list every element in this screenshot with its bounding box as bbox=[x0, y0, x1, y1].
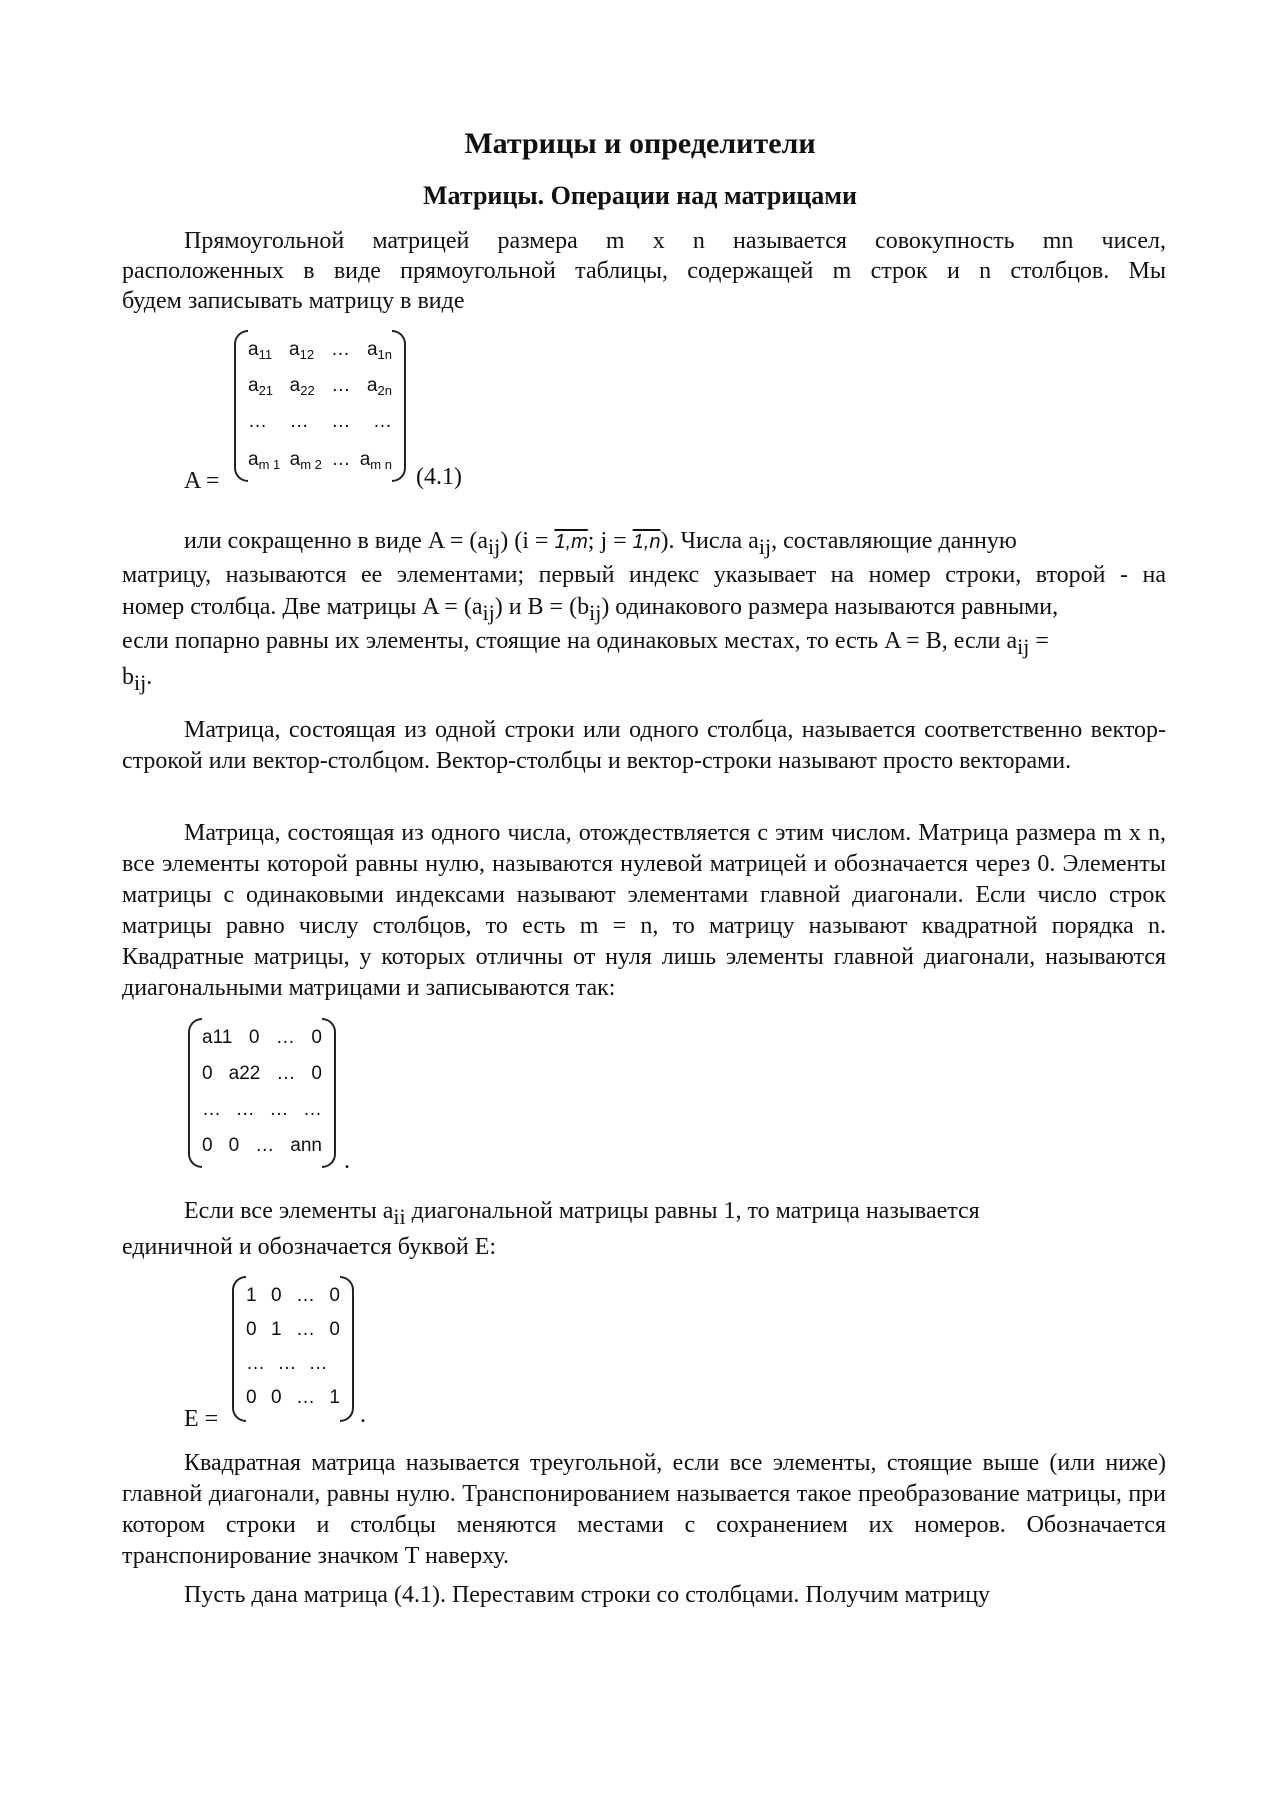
matrix-cell: 0 bbox=[271, 1285, 282, 1306]
paragraph-1-line-1: Прямоугольной матрицей размера m x n называется совокупность mn чисел, bbox=[184, 228, 1166, 254]
matrix-cell: … bbox=[296, 1387, 315, 1408]
identity-matrix-period: . bbox=[360, 1402, 366, 1428]
paragraph-4: Матрица, состоящая из одного числа, отождествляется с этим числом. Матрица размера m x n, все элементы которой равны нулю, называются нулевой матрицей и обозначается через 0. Элементы матрицы с одинаковыми индексами называют элементами главной диагонали. Если число строк матрицы равно числу столбцов, то есть m = n, то матрицу называют квадратной порядка n. Квадратные матрицы, у которых отличны от нуля лишь элементы главной диагонали, называются диагональными матрицами и записываются так: bbox=[122, 820, 1166, 1001]
matrix-cell: … bbox=[246, 1353, 265, 1374]
left-paren bbox=[234, 330, 248, 482]
diagonal-matrix-row-3 bbox=[202, 1096, 322, 1124]
paragraph-2-line-2: матрицу, называются ее элементами; первый индекс указывает на номер строки, второй - на bbox=[122, 562, 1166, 588]
matrix-a-row-1 bbox=[248, 336, 392, 364]
matrix-cell: 0 bbox=[246, 1387, 257, 1408]
paragraph-1-line-2: расположенных в виде прямоугольной таблицы, содержащей m строк и n столбцов. Мы bbox=[122, 258, 1166, 284]
matrix-cell: $a_{11}$ bbox=[248, 339, 273, 362]
matrix-cell: … bbox=[255, 1135, 275, 1156]
matrix-cell: 0 bbox=[246, 1319, 257, 1340]
matrix-cell: 0 bbox=[248, 1027, 260, 1048]
right-paren bbox=[340, 1276, 354, 1422]
matrix-cell: 0 bbox=[228, 1135, 240, 1156]
matrix-cell: $a_{12}$ bbox=[289, 339, 315, 362]
matrix-cell: 0 bbox=[202, 1063, 213, 1084]
matrix-cell: $a_{2n}$ bbox=[366, 375, 392, 398]
paragraph-7: Пусть дана матрица (4.1). Переставим строки со столбцами. Получим матрицу bbox=[184, 1582, 991, 1608]
range-i: 1,m bbox=[554, 531, 588, 553]
left-paren bbox=[232, 1276, 246, 1422]
identity-matrix-row-1 bbox=[246, 1282, 340, 1310]
paragraph-2-line-3: номер столбца. Две матрицы $A = (a_{ij})$ и $B = (b_{ij})$ одинакового размера называются равными, bbox=[122, 594, 1059, 625]
section-title: Матрицы. Операции над матрицами bbox=[422, 181, 857, 210]
paragraph-5-line-1: Если все элементы $a_{ii}$ диагональной матрицы равны 1, то матрица называется bbox=[184, 1198, 980, 1229]
matrix-cell: … bbox=[308, 1353, 328, 1374]
matrix-cell: 0 bbox=[329, 1285, 340, 1306]
matrix-cell: ann bbox=[290, 1135, 322, 1156]
matrix-cell: … bbox=[296, 1285, 315, 1306]
identity-matrix-row-3 bbox=[246, 1350, 340, 1378]
matrix-cell: … bbox=[331, 339, 350, 360]
paragraph-2-line-4: если попарно равны их элементы, стоящие на одинаковых местах, то есть A = B, если $a_{ij}$ = bbox=[122, 628, 1049, 659]
paragraph-2-line-5: $b_{ij}$. bbox=[122, 664, 153, 695]
matrix-cell: … bbox=[235, 1099, 255, 1120]
matrix-a-row-4 bbox=[248, 446, 392, 474]
matrix-cell: 0 bbox=[329, 1319, 340, 1340]
paragraph-2-line-1: или сокращенно в виде $A = (a_{ij}) (i = 1,m$; j = 1,n). Числа $a_{ij}$, составляющие данную bbox=[184, 528, 1017, 559]
matrix-cell: … bbox=[275, 1027, 295, 1048]
matrix-cell: 1 bbox=[246, 1285, 257, 1306]
matrix-cell: $a_{m 1}$ bbox=[248, 449, 281, 472]
matrix-cell: … bbox=[302, 1099, 322, 1120]
matrix-cell: a22 bbox=[228, 1063, 261, 1084]
matrix-cell: 1 bbox=[329, 1387, 340, 1408]
matrix-cell: … bbox=[248, 411, 267, 432]
identity-matrix-row-4 bbox=[246, 1384, 340, 1412]
diagonal-matrix-row-1 bbox=[202, 1024, 322, 1052]
equation-number: (4.1) bbox=[416, 464, 462, 490]
page-title: Матрицы и определители bbox=[464, 127, 816, 160]
matrix-cell: … bbox=[331, 449, 351, 470]
right-paren bbox=[322, 1018, 336, 1168]
matrix-cell: … bbox=[296, 1319, 315, 1340]
matrix-cell: $a_{1n}$ bbox=[366, 339, 392, 362]
diagonal-matrix-row-4 bbox=[202, 1132, 322, 1160]
right-paren bbox=[392, 330, 406, 482]
paragraph-3: Матрица, состоящая из одной строки или одного столбца, называется соответственно вектор-строкой или вектор-столбцом. Вектор-столбцы и вектор-строки называют просто векторами. bbox=[122, 717, 1166, 774]
paragraph-5-line-2: единичной и обозначается буквой E: bbox=[122, 1234, 497, 1260]
matrix-cell: $a_{22}$ bbox=[289, 375, 315, 398]
identity-matrix-row-2 bbox=[246, 1316, 340, 1344]
matrix-cell: 0 bbox=[271, 1387, 282, 1408]
matrix-cell: 1 bbox=[271, 1319, 282, 1340]
matrix-cell: … bbox=[331, 411, 351, 432]
matrix-a-row-2 bbox=[248, 372, 392, 400]
range-j: 1,n bbox=[632, 531, 661, 553]
matrix-a-label: A = bbox=[184, 468, 220, 494]
matrix-cell: $a_{21}$ bbox=[248, 375, 274, 398]
matrix-cell: a11 bbox=[202, 1027, 233, 1048]
matrix-cell: $a_{m 2}$ bbox=[289, 449, 322, 472]
matrix-cell: … bbox=[277, 1353, 297, 1374]
matrix-cell: $a_{m n}$ bbox=[359, 449, 392, 472]
matrix-a bbox=[234, 330, 406, 482]
paragraph-6: Квадратная матрица называется треугольной, если все элементы, стоящие выше (или ниже) главной диагонали, равны нулю. Транспонированием называется такое преобразование матрицы, при котором строки и столбцы меняются местами с сохранением их номеров. Обозначается транспонирование значком T наверху. bbox=[122, 1450, 1166, 1569]
diagonal-matrix-period: . bbox=[344, 1148, 350, 1174]
matrix-cell: … bbox=[276, 1063, 296, 1084]
identity-matrix bbox=[232, 1276, 354, 1422]
identity-matrix-label: E = bbox=[184, 1406, 219, 1432]
matrix-cell: … bbox=[202, 1099, 221, 1120]
left-paren bbox=[188, 1018, 202, 1168]
matrix-cell: 0 bbox=[202, 1135, 213, 1156]
matrix-cell: … bbox=[331, 375, 351, 396]
matrix-cell: 0 bbox=[311, 1027, 322, 1048]
matrix-cell: 0 bbox=[311, 1063, 322, 1084]
paragraph-1-line-3: будем записывать матрицу в виде bbox=[122, 288, 465, 314]
matrix-cell: … bbox=[269, 1099, 289, 1120]
diagonal-matrix-row-2 bbox=[202, 1060, 322, 1088]
diagonal-matrix bbox=[188, 1018, 336, 1168]
matrix-cell: … bbox=[289, 411, 309, 432]
matrix-a-row-3 bbox=[248, 408, 392, 436]
matrix-cell: … bbox=[372, 411, 392, 432]
